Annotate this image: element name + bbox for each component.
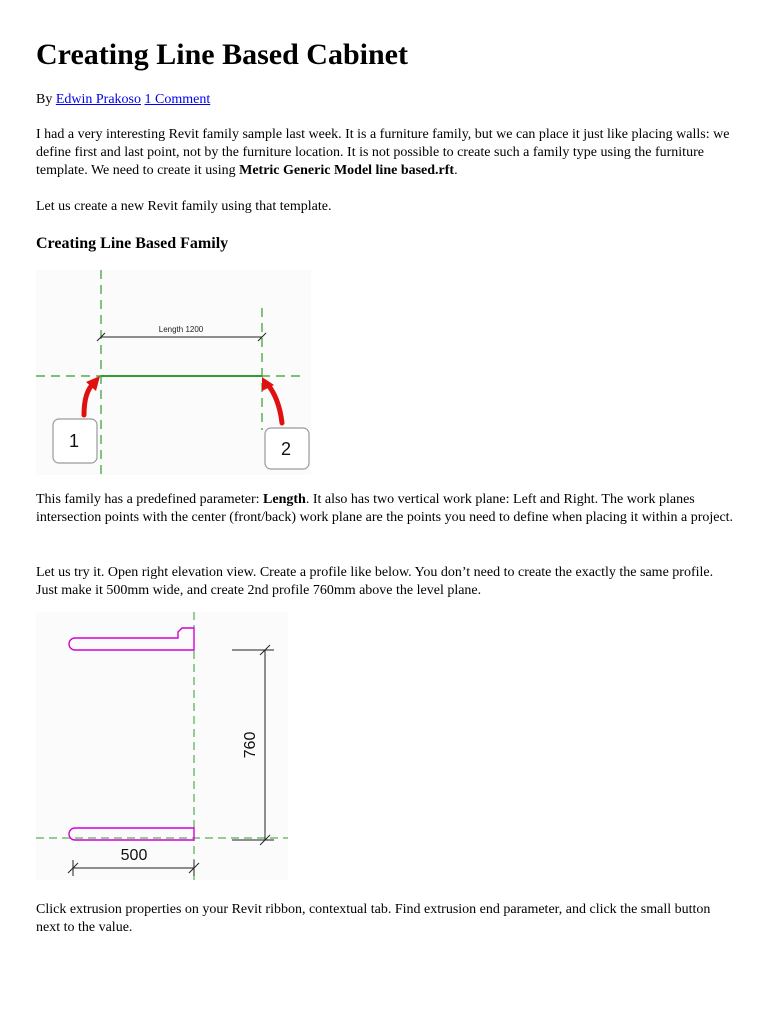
figure-2-drawing — [36, 612, 288, 880]
section-heading: Creating Line Based Family — [36, 235, 229, 252]
figure-profile-sketch — [36, 612, 288, 880]
length-dimension-label: Length 1200 — [158, 325, 204, 334]
intro-end: . — [454, 163, 458, 178]
height-dimension-label: 760 — [242, 731, 259, 759]
intro-text: I had a very interesting Revit family sample last week. It is a furniture family, but we can place it just like placing walls: we define first and last point, not by the furniture location. It is not possible to create such a family type using the furniture template. We need to create it using — [36, 127, 730, 178]
figure-1-drawing — [36, 270, 311, 475]
intro-paragraph — [36, 126, 736, 180]
callout-1-label: 1 — [68, 431, 80, 451]
figure-line-based-family — [36, 270, 311, 475]
author-link[interactable]: Edwin Prakoso — [55, 92, 142, 107]
paragraph-3 — [36, 491, 736, 527]
length-parameter: Length — [263, 492, 306, 507]
width-dimension-label: 500 — [120, 847, 148, 864]
paragraph-2: Let us create a new Revit family using that template. — [36, 199, 332, 214]
byline — [36, 91, 210, 109]
para3-text1: This family has a predefined parameter: — [36, 492, 264, 507]
paragraph-5: Click extrusion properties on your Revit ribbon, contextual tab. Find extrusion end parameter, and click the small button next to the value. — [36, 902, 711, 935]
para3-text2: . It also has two vertical work plane: Left and Right. The work planes intersection points with the center (front/back) work plane are the points you need to define when placing it within a project. — [36, 492, 734, 525]
page-title: Creating Line Based Cabinet — [36, 38, 408, 71]
comments-link[interactable]: 1 Comment — [144, 92, 211, 107]
template-name: Metric Generic Model line based.rft — [239, 163, 455, 178]
callout-2-label: 2 — [280, 439, 292, 459]
paragraph-4: Let us try it. Open right elevation view. Create a profile like below. You don’t need to create the exactly the same profile. Just make it 500mm wide, and create 2nd profile 760mm above the level plane. — [36, 565, 714, 598]
byline-prefix: By — [36, 92, 53, 107]
